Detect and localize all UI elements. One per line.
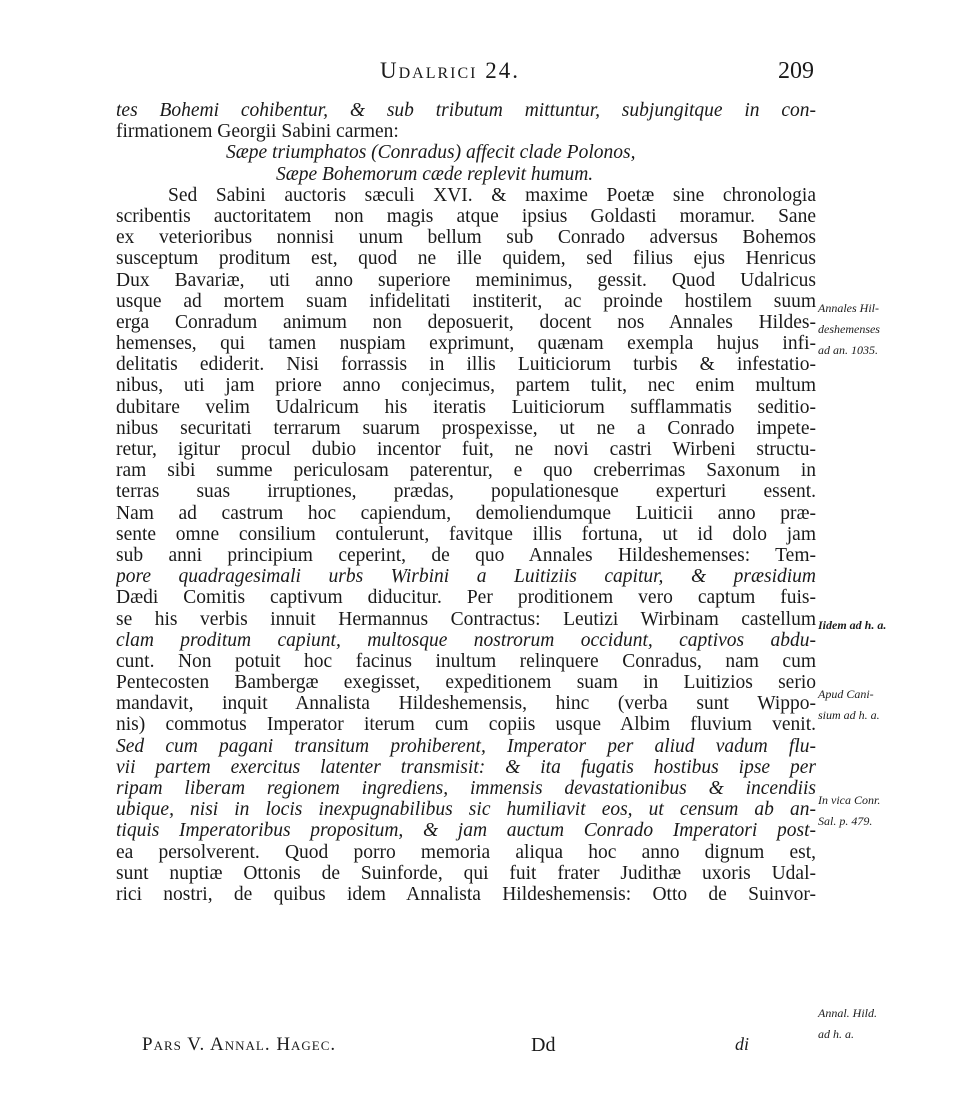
margin-note: In vica Conr. bbox=[818, 793, 881, 807]
text-line: delitatis ediderit. Nisi forrassis in illis Luiticiorum turbis & infestatio- bbox=[116, 354, 816, 376]
text-line: mandavit, inquit Annalista Hildeshemensis, hinc (verba sunt Wippo- bbox=[116, 693, 816, 715]
text-line: sunt nuptiæ Ottonis de Suinforde, qui fuit frater Judithæ uxoris Udal- bbox=[116, 862, 816, 884]
text-line: ram sibi summe periculosam paterentur, e quo creberrimas Saxonum in bbox=[116, 460, 816, 482]
margin-note: deshemenses bbox=[818, 322, 880, 336]
text-line: Pentecosten Bambergæ exegisset, expeditionem suam in Luitizios serio bbox=[116, 672, 816, 694]
margin-note: Apud Cani- bbox=[818, 687, 874, 701]
text-line: tes Bohemi cohibentur, & sub tributum mittuntur, subjungitque in con- bbox=[116, 100, 816, 121]
text-line: ubique, nisi in locis inexpugnabilibus sic humiliavit eos, ut censum ab an- bbox=[116, 799, 816, 821]
margin-note: Annal. Hild. bbox=[818, 1006, 877, 1020]
text-line: clam proditum capiunt, multosque nostrorum occidunt, captivos abdu- bbox=[116, 629, 816, 651]
verse-line: Sæpe Bohemorum cæde replevit humum. bbox=[276, 163, 594, 185]
text-line: vii partem exercitus latenter transmisit: & ita fugatis hostibus ipse per bbox=[116, 756, 816, 778]
text-line: dubitare velim Udalricum his iteratis Luiticiorum sufflammatis seditio- bbox=[116, 396, 816, 418]
text-line: erga Conradum animum non deposuerit, docent nos Annales Hildes- bbox=[116, 311, 816, 333]
text-line: usque ad mortem suam infidelitati institerit, ac proinde hostilem suum bbox=[116, 290, 816, 312]
verse-line: Sæpe triumphatos (Conradus) affecit clade Polonos, bbox=[226, 142, 636, 164]
text-line: hemenses, qui tamen nuspiam exprimunt, quænam exempla hujus infi- bbox=[116, 333, 816, 355]
margin-note: Annales Hil- bbox=[818, 301, 879, 315]
text-line: Dædi Comitis captivum diducitur. Per proditionem vero captum fuis- bbox=[116, 587, 816, 609]
text-line: susceptum proditum est, quod ne ille quidem, sed filius ejus Henricus bbox=[116, 248, 816, 270]
text-line: nibus securitati terrarum suarum prospexisse, ut ne a Conrado impete- bbox=[116, 417, 816, 439]
margin-note: ad h. a. bbox=[818, 1027, 854, 1041]
text-line: Sed cum pagani transitum prohiberent, Imperator per aliud vadum flu- bbox=[116, 735, 816, 757]
main-text bbox=[116, 100, 816, 905]
text-line: terras suas irruptiones, prædas, populationesque experturi essent. bbox=[116, 481, 816, 503]
margin-note: Iidem ad h. a. bbox=[818, 618, 887, 632]
text-line: ripam liberam regionem ingrediens, immensis devastationibus & incendiis bbox=[116, 778, 816, 799]
text-line: nis) commotus Imperator iterum cum copiis usque Albim fluvium venit. bbox=[116, 714, 816, 736]
text-line: Nam ad castrum hoc capiendum, demoliendumque Luiticii anno præ- bbox=[116, 502, 816, 524]
text-line: ex veterioribus nonnisi unum bellum sub Conrado adversus Bohemos bbox=[116, 227, 816, 249]
text-line: tiquis Imperatoribus propositum, & jam auctum Conrado Imperatori post- bbox=[116, 820, 816, 842]
text-line: sub anni principium ceperint, de quo Annales Hildeshemenses: Tem- bbox=[116, 544, 816, 566]
text-line: pore quadragesimali urbs Wirbini a Luitiziis capitur, & præsidium bbox=[116, 566, 816, 588]
margin-note: sium ad h. a. bbox=[818, 708, 880, 722]
text-line: Sed Sabini auctoris sæculi XVI. & maxime Poetæ sine chronologia bbox=[168, 184, 816, 206]
text-line: rici nostri, de quibus idem Annalista Hildeshemensis: Otto de Suinvor- bbox=[116, 883, 816, 905]
page-number: 209 bbox=[778, 58, 814, 84]
text-line: scribentis auctoritatem non magis atque ipsius Goldasti moramur. Sane bbox=[116, 205, 816, 227]
text-line: sente omne consilium contulerunt, favitque illis fortuna, ut id dolo jam bbox=[116, 523, 816, 545]
text-line: Dux Bavariæ, uti anno superiore meminimus, gessit. Quod Udalricus bbox=[116, 269, 816, 291]
text-line: firmationem Georgii Sabini carmen: bbox=[116, 121, 399, 143]
running-header: Udalrici 24. bbox=[380, 58, 520, 83]
text-line: se his verbis innuit Hermannus Contractus: Leutizi Wirbinam castellum bbox=[116, 608, 816, 630]
text-line: ea persolverent. Quod porro memoria aliqua hoc anno dignum est, bbox=[116, 841, 816, 863]
text-line: nibus, uti jam priore anno conjecimus, partem tulit, nec enim multum bbox=[116, 375, 816, 397]
margin-note: ad an. 1035. bbox=[818, 343, 878, 357]
margin-note: Sal. p. 479. bbox=[818, 814, 873, 828]
text-line: cunt. Non potuit hoc facinus inultum relinquere Conradus, nam cum bbox=[116, 650, 816, 672]
signature-mark: Dd bbox=[531, 1034, 556, 1056]
text-line: retur, igitur procul dubio incentor fuit, ne novi castri Wirbeni structu- bbox=[116, 439, 816, 460]
catchword: di bbox=[735, 1034, 750, 1054]
signature-line: Pars V. Annal. Hagec. bbox=[142, 1034, 337, 1055]
